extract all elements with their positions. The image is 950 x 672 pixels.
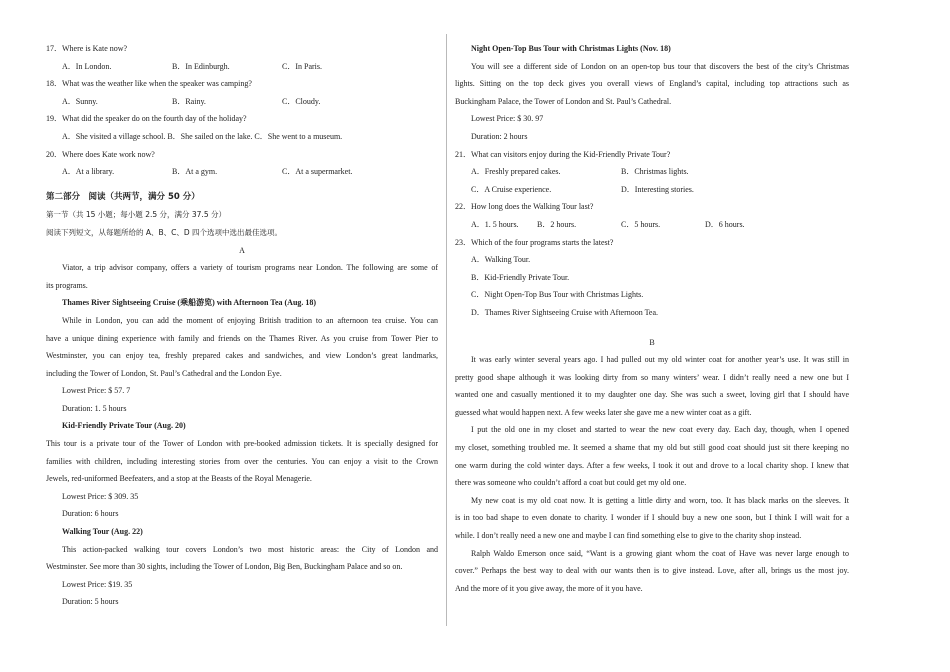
passage-b-p1-line: It was early winter several years ago. I had pulled out my old winter coat for another year’s use. It was still in (471, 355, 849, 365)
passage-b-p2-line: I put the old one in my closet and started to wear the new coat every day. Each day, though, when I opened (471, 425, 849, 435)
option-c: C．Cloudy. (282, 96, 321, 106)
passage-b-p3-line: while. I don’t really need a new one and maybe I can find something else to give to the charity shop instead. (455, 531, 802, 541)
passage-b-p4-line: cover.” Perhaps the best way to deal with our wants then is to give instead. Love, after all, brings us the most joy. (455, 566, 849, 576)
option-d: D．Thames River Sightseeing Cruise with Afternoon Tea. (471, 307, 659, 317)
option-c: C．Night Open-Top Bus Tour with Christmas Lights. (471, 290, 644, 300)
option-d: D．Interesting stories. (621, 184, 694, 194)
passage-b-p4-line: And the more of it you give away, the more of it you have. (455, 583, 643, 593)
option-c: C．A Cruise experience. (471, 184, 552, 194)
option-b: B．Kid-Friendly Private Tour. (471, 272, 570, 282)
tour2-line: families with children, including interesting stories from over the centuries. You can enjoy a visit to the Crown (46, 456, 438, 466)
question-22: 22．How long does the Walking Tour last? (455, 202, 594, 212)
reading-instruction: 阅读下列短文，从每题所给的 A、B、C、D 四个选项中选出最佳选项。 (46, 227, 283, 237)
option-b: B．At a gym. (172, 167, 218, 177)
question-20-options (46, 163, 438, 181)
tour4-line: Buckingham Palace, the Tower of London and St. Paul’s Cathedral. (455, 96, 672, 106)
option-c: C．At a supermarket. (282, 167, 353, 177)
option-a: A．Sunny. (62, 96, 98, 106)
option-b: B．2 hours. (537, 219, 577, 229)
question-18-options (46, 93, 438, 111)
passage-a-label: A (239, 245, 245, 255)
option-b: B．Rainy. (172, 96, 206, 106)
question-20: 20．Where does Kate work now? (46, 149, 155, 159)
passage-b-p2-line: there was someone who couldn’t afford a coat but could get my old one. (455, 478, 687, 488)
tour3-duration: Duration: 5 hours (62, 597, 119, 607)
tour2-line: This tour is a private tour of the Tower of London with pre-booked admission tickets. It is specially designed for (46, 439, 438, 449)
tour3-line: Westminster. See more than 30 sights, including the Tower of London, Big Ben, Buckingham Palace and so on. (46, 562, 403, 572)
tour1-duration: Duration: 1. 5 hours (62, 403, 127, 413)
tour2-title: Kid-Friendly Private Tour (Aug. 20) (62, 421, 186, 431)
tour1-line: have a unique dining experience with family and friends on the Thames River. As you cruise from Tower Pier to (46, 333, 438, 343)
tour4-line: You will see a different side of London on an open-top bus tour that discovers the best of the city’s Christmas (471, 61, 849, 71)
passage-b-p4-line: Ralph Waldo Emerson once said, “Want is a growing giant whom the coat of Have was never large enough to (471, 548, 849, 558)
tour2-line: Jewels, red-uniformed Beefeaters, and a stop at the Beasts of the Royal Menagerie. (46, 474, 312, 484)
passage-b-p1-line: guessed what would happen next. A few weeks later she gave me a new winter coat as a gift. (455, 407, 752, 417)
question-23: 23．Which of the four programs starts the latest? (455, 237, 614, 247)
left-column (46, 40, 438, 611)
passage-b-p3-line: is in too bad shape to even donate to charity. I wonder if I should buy a new one soon, but I think I will wait for a (455, 513, 849, 523)
question-21-options (455, 163, 849, 181)
tour3-line: This action-packed walking tour covers London’s two most historic areas: the City of London and (62, 544, 438, 554)
option-b: B．Christmas lights. (621, 167, 689, 177)
passage-b-p2-line: one warm during the cold winter days. After a few weeks, I took it out and drove to a local charity shop. I knew that (455, 460, 849, 470)
question-19-options: A．She visited a village school. B．She sailed on the lake. C．She went to a museum. (62, 131, 343, 141)
question-21: 21．What can visitors enjoy during the Kid-Friendly Private Tour? (455, 149, 671, 159)
option-a: A．At a library. (62, 167, 115, 177)
tour2-duration: Duration: 6 hours (62, 509, 119, 519)
passage-b-p1-line: pretty good shape although it was looking dirty from so many winters’ wear. I didn’t really need a new one but I (455, 372, 849, 382)
option-a: A．In London. (62, 61, 112, 71)
tour1-line: While in London, you can add the moment of enjoying British tradition to an afternoon tea cruise. You can (62, 315, 438, 325)
passage-b-p2-line: my closet, something troubled me. It seemed a shame that my old but still good coat should just sit there keeping no (455, 443, 849, 453)
part-title: 第二部分 阅读（共两节，满分 50 分） (46, 191, 200, 202)
option-b: B．In Edinburgh. (172, 61, 230, 71)
passage-b-p1-line: wanted one and casually mentioned it to my daughter one day. She was such a sweet, loving girl that I should have (455, 390, 849, 400)
tour1-line: including the Tower of London, St. Paul’s Cathedral and the London Eye. (46, 368, 282, 378)
tour4-price: Lowest Price: $ 30. 97 (471, 114, 544, 124)
question-19: 19．What did the speaker do on the fourth day of the holiday? (46, 114, 247, 124)
section-heading: 第一节（共 15 小题；每小题 2.5 分，满分 37.5 分） (46, 210, 226, 220)
right-column (455, 40, 849, 597)
tour4-duration: Duration: 2 hours (471, 131, 528, 141)
question-17: 17．Where is Kate now? (46, 44, 128, 53)
question-22-options (455, 216, 849, 234)
tour1-line: Westminster, you can enjoy tea, freshly prepared cakes and sandwiches, and view London’s great landmarks, (46, 351, 438, 361)
passage-b-label: B (649, 337, 655, 347)
tour4-title: Night Open-Top Bus Tour with Christmas Lights (Nov. 18) (471, 44, 671, 53)
question-18: 18．What was the weather like when the speaker was camping? (46, 79, 252, 89)
option-c: C．In Paris. (282, 61, 322, 71)
tour3-price: Lowest Price: $19. 35 (62, 579, 133, 589)
option-a: A．1. 5 hours. (471, 219, 519, 229)
option-a: A．Walking Tour. (471, 255, 531, 265)
intro-line-1: Viator, a trip advisor company, offers a variety of tourism programs near London. The following are some of (62, 263, 438, 273)
option-a: A．Freshly prepared cakes. (471, 167, 561, 177)
passage-b-p3-line: My new coat is my old coat now. It is getting a little dirty and worn, too. It has black marks on the sleeves. It (471, 495, 849, 505)
option-c: C．5 hours. (621, 219, 661, 229)
tour1-title: Thames River Sightseeing Cruise (乘船游览) with Afternoon Tea (Aug. 18) (62, 298, 317, 308)
tour4-line: lights. Sitting on the top deck gives you overall views of England’s capital, including top attractions such as (455, 79, 849, 89)
tour3-title: Walking Tour (Aug. 22) (62, 527, 143, 537)
intro-line-2: its programs. (46, 280, 88, 290)
tour1-price: Lowest Price: $ 57. 7 (62, 386, 131, 396)
column-divider (446, 34, 447, 626)
question-21-options (455, 181, 849, 199)
question-17-options (46, 58, 438, 76)
tour2-price: Lowest Price: $ 309. 35 (62, 491, 139, 501)
option-d: D．6 hours. (705, 219, 745, 229)
